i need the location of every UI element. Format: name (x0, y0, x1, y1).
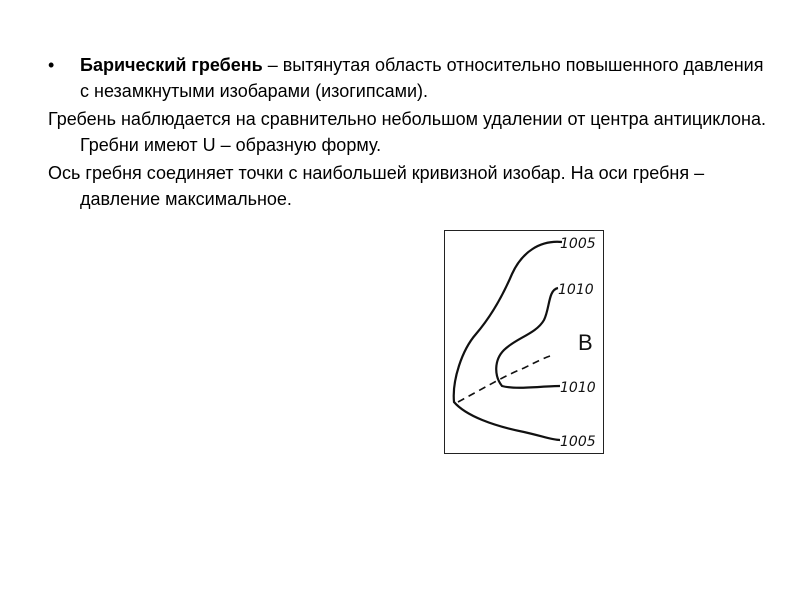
slide-text (48, 52, 768, 214)
paragraph-ridge-axis: Ось гребня соединяет точки с наибольшей кривизной изобар. На оси гребня – давление максимальное. (48, 163, 705, 209)
term-definition: – вытянутая область относительно повышенного давления с незамкнутыми изобарами (изогипсами). (80, 55, 764, 101)
paragraph-ridge-location: Гребень наблюдается на сравнительно небольшом удалении от центра антициклона. Гребни имеют U – образную форму. (48, 109, 766, 155)
isobar-label-inner-bottom: 1010 (560, 380, 596, 396)
isobar-label-inner-top: 1010 (558, 282, 594, 298)
high-pressure-label: В (578, 330, 593, 355)
bullet-paragraph (48, 52, 768, 104)
isobar-label-outer-top: 1005 (560, 236, 596, 252)
ridge-diagram (444, 230, 604, 454)
isobar-label-outer-bottom: 1005 (560, 434, 596, 450)
term-ridge: Барический гребень (80, 55, 263, 75)
bullet-dot-icon: • (48, 55, 55, 75)
ridge-diagram-svg (444, 230, 604, 454)
